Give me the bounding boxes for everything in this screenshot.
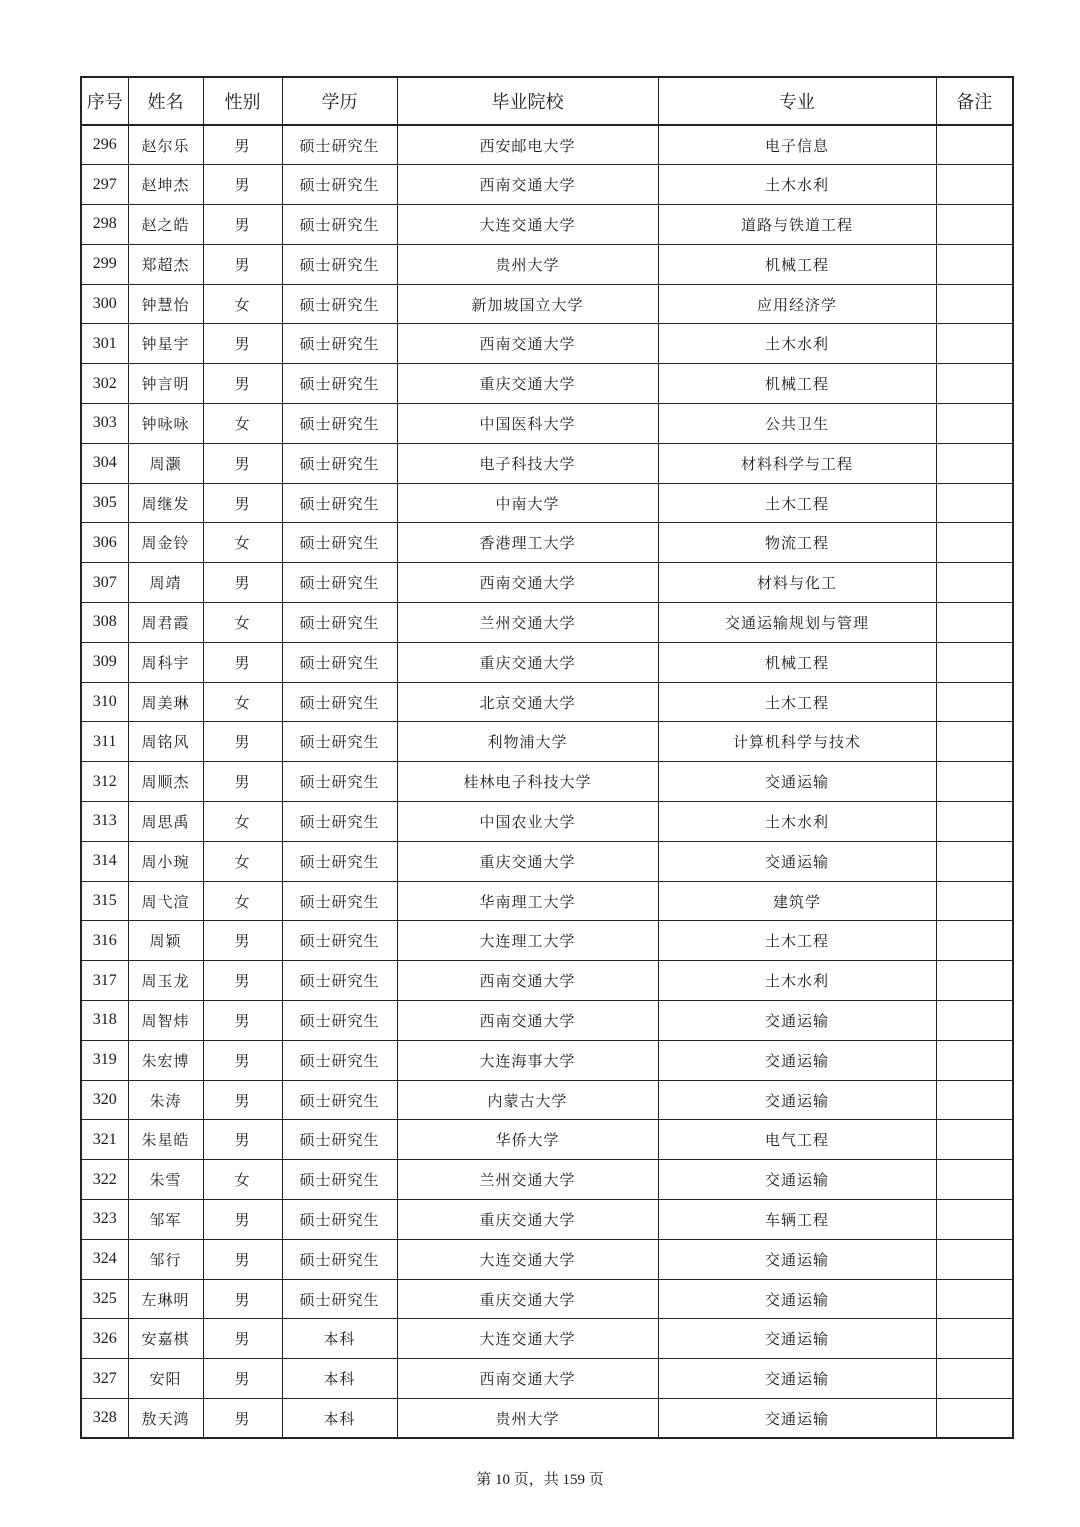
cell-col-gender: 男	[203, 1200, 282, 1240]
cell-col-school: 大连海事大学	[397, 1040, 658, 1080]
cell-col-degree: 硕士研究生	[282, 642, 397, 682]
cell-col-name: 周科宇	[128, 642, 203, 682]
cell-col-remark	[936, 244, 1013, 284]
cell-col-major: 计算机科学与技术	[658, 722, 936, 762]
table-row	[81, 921, 1013, 961]
cell-col-index: 309	[81, 642, 128, 682]
cell-col-gender: 男	[203, 1080, 282, 1120]
cell-col-major: 材料与化工	[658, 563, 936, 603]
cell-col-school: 大连交通大学	[397, 1319, 658, 1359]
cell-col-school: 桂林电子科技大学	[397, 762, 658, 802]
cell-col-index: 320	[81, 1080, 128, 1120]
cell-col-degree: 硕士研究生	[282, 364, 397, 404]
cell-col-degree: 硕士研究生	[282, 443, 397, 483]
cell-col-name: 周继发	[128, 483, 203, 523]
cell-col-school: 新加坡国立大学	[397, 284, 658, 324]
cell-col-major: 公共卫生	[658, 404, 936, 444]
cell-col-index: 296	[81, 125, 128, 165]
cell-col-school: 西南交通大学	[397, 165, 658, 205]
cell-col-gender: 男	[203, 1239, 282, 1279]
cell-col-index: 304	[81, 443, 128, 483]
cell-col-major: 机械工程	[658, 642, 936, 682]
cell-col-gender: 男	[203, 324, 282, 364]
cell-col-major: 建筑学	[658, 881, 936, 921]
table-row	[81, 165, 1013, 205]
cell-col-major: 交通运输	[658, 1279, 936, 1319]
cell-col-index: 321	[81, 1120, 128, 1160]
cell-col-remark	[936, 205, 1013, 245]
cell-col-gender: 男	[203, 921, 282, 961]
cell-col-gender: 女	[203, 284, 282, 324]
cell-col-major: 机械工程	[658, 364, 936, 404]
cell-col-major: 土木工程	[658, 483, 936, 523]
cell-col-index: 313	[81, 802, 128, 842]
cell-col-index: 297	[81, 165, 128, 205]
header-col-major: 专业	[658, 77, 936, 125]
cell-col-major: 土木工程	[658, 682, 936, 722]
cell-col-major: 交通运输	[658, 841, 936, 881]
cell-col-index: 328	[81, 1399, 128, 1439]
table-row	[81, 722, 1013, 762]
table-row	[81, 1239, 1013, 1279]
cell-col-index: 302	[81, 364, 128, 404]
table-row	[81, 881, 1013, 921]
cell-col-major: 交通运输	[658, 1399, 936, 1439]
cell-col-name: 周思禹	[128, 802, 203, 842]
cell-col-major: 交通运输	[658, 1239, 936, 1279]
cell-col-index: 324	[81, 1239, 128, 1279]
cell-col-name: 周金铃	[128, 523, 203, 563]
cell-col-degree: 硕士研究生	[282, 921, 397, 961]
cell-col-name: 钟咏咏	[128, 404, 203, 444]
cell-col-remark	[936, 961, 1013, 1001]
cell-col-major: 电气工程	[658, 1120, 936, 1160]
cell-col-gender: 男	[203, 642, 282, 682]
cell-col-index: 303	[81, 404, 128, 444]
cell-col-degree: 硕士研究生	[282, 881, 397, 921]
cell-col-school: 重庆交通大学	[397, 1200, 658, 1240]
cell-col-degree: 硕士研究生	[282, 1040, 397, 1080]
cell-col-remark	[936, 1239, 1013, 1279]
cell-col-gender: 男	[203, 205, 282, 245]
page-footer: 第 10 页，共 159 页	[476, 1472, 604, 1488]
cell-col-remark	[936, 762, 1013, 802]
cell-col-remark	[936, 563, 1013, 603]
table-row	[81, 1001, 1013, 1041]
cell-col-remark	[936, 722, 1013, 762]
cell-col-school: 华侨大学	[397, 1120, 658, 1160]
cell-col-degree: 硕士研究生	[282, 1080, 397, 1120]
cell-col-gender: 女	[203, 523, 282, 563]
cell-col-school: 大连交通大学	[397, 205, 658, 245]
cell-col-remark	[936, 1359, 1013, 1399]
cell-col-name: 周美琳	[128, 682, 203, 722]
cell-col-major: 交通运输	[658, 1040, 936, 1080]
cell-col-name: 邹行	[128, 1239, 203, 1279]
cell-col-degree: 硕士研究生	[282, 165, 397, 205]
roster-table	[80, 76, 1014, 1439]
cell-col-name: 钟星宇	[128, 324, 203, 364]
cell-col-gender: 男	[203, 443, 282, 483]
cell-col-name: 赵之皓	[128, 205, 203, 245]
cell-col-major: 应用经济学	[658, 284, 936, 324]
table-row	[81, 364, 1013, 404]
table-row	[81, 483, 1013, 523]
cell-col-major: 交通运输	[658, 1080, 936, 1120]
table-row	[81, 762, 1013, 802]
cell-col-degree: 硕士研究生	[282, 523, 397, 563]
cell-col-degree: 硕士研究生	[282, 1239, 397, 1279]
cell-col-major: 土木水利	[658, 324, 936, 364]
cell-col-index: 310	[81, 682, 128, 722]
cell-col-degree: 硕士研究生	[282, 563, 397, 603]
table-row	[81, 1160, 1013, 1200]
cell-col-gender: 女	[203, 841, 282, 881]
cell-col-school: 西南交通大学	[397, 324, 658, 364]
cell-col-gender: 男	[203, 1001, 282, 1041]
cell-col-gender: 男	[203, 1359, 282, 1399]
cell-col-remark	[936, 523, 1013, 563]
cell-col-degree: 硕士研究生	[282, 1120, 397, 1160]
cell-col-index: 319	[81, 1040, 128, 1080]
cell-col-index: 312	[81, 762, 128, 802]
cell-col-index: 327	[81, 1359, 128, 1399]
cell-col-major: 交通运输	[658, 1160, 936, 1200]
cell-col-gender: 男	[203, 1399, 282, 1439]
cell-col-name: 赵坤杰	[128, 165, 203, 205]
cell-col-index: 298	[81, 205, 128, 245]
cell-col-remark	[936, 1160, 1013, 1200]
table-row	[81, 523, 1013, 563]
header-row	[81, 77, 1013, 125]
table-row	[81, 284, 1013, 324]
table-row	[81, 1279, 1013, 1319]
cell-col-index: 315	[81, 881, 128, 921]
cell-col-name: 周靖	[128, 563, 203, 603]
cell-col-remark	[936, 1399, 1013, 1439]
cell-col-degree: 硕士研究生	[282, 961, 397, 1001]
cell-col-gender: 女	[203, 1160, 282, 1200]
cell-col-name: 安阳	[128, 1359, 203, 1399]
table-row	[81, 1200, 1013, 1240]
cell-col-index: 308	[81, 603, 128, 643]
cell-col-degree: 硕士研究生	[282, 603, 397, 643]
table-row	[81, 1359, 1013, 1399]
cell-col-index: 326	[81, 1319, 128, 1359]
cell-col-gender: 女	[203, 404, 282, 444]
cell-col-name: 邹军	[128, 1200, 203, 1240]
cell-col-degree: 硕士研究生	[282, 722, 397, 762]
cell-col-degree: 硕士研究生	[282, 284, 397, 324]
cell-col-remark	[936, 1319, 1013, 1359]
cell-col-school: 大连理工大学	[397, 921, 658, 961]
cell-col-name: 周弋渲	[128, 881, 203, 921]
cell-col-major: 机械工程	[658, 244, 936, 284]
cell-col-school: 西南交通大学	[397, 1359, 658, 1399]
cell-col-index: 306	[81, 523, 128, 563]
cell-col-school: 内蒙古大学	[397, 1080, 658, 1120]
cell-col-index: 311	[81, 722, 128, 762]
table-row	[81, 642, 1013, 682]
cell-col-remark	[936, 165, 1013, 205]
table-row	[81, 841, 1013, 881]
cell-col-major: 交通运输	[658, 762, 936, 802]
cell-col-major: 土木水利	[658, 165, 936, 205]
cell-col-gender: 男	[203, 722, 282, 762]
cell-col-school: 贵州大学	[397, 244, 658, 284]
cell-col-index: 316	[81, 921, 128, 961]
cell-col-major: 土木工程	[658, 921, 936, 961]
cell-col-school: 西南交通大学	[397, 1001, 658, 1041]
cell-col-major: 土木水利	[658, 802, 936, 842]
cell-col-gender: 男	[203, 762, 282, 802]
table-row	[81, 1040, 1013, 1080]
cell-col-school: 利物浦大学	[397, 722, 658, 762]
cell-col-index: 299	[81, 244, 128, 284]
cell-col-remark	[936, 404, 1013, 444]
cell-col-index: 322	[81, 1160, 128, 1200]
cell-col-index: 301	[81, 324, 128, 364]
cell-col-remark	[936, 1040, 1013, 1080]
cell-col-index: 314	[81, 841, 128, 881]
cell-col-gender: 女	[203, 603, 282, 643]
cell-col-degree: 硕士研究生	[282, 324, 397, 364]
cell-col-school: 西南交通大学	[397, 961, 658, 1001]
cell-col-name: 左琳明	[128, 1279, 203, 1319]
table-row	[81, 682, 1013, 722]
cell-col-remark	[936, 125, 1013, 165]
cell-col-remark	[936, 324, 1013, 364]
cell-col-remark	[936, 284, 1013, 324]
cell-col-degree: 硕士研究生	[282, 802, 397, 842]
cell-col-gender: 男	[203, 244, 282, 284]
cell-col-school: 重庆交通大学	[397, 1279, 658, 1319]
cell-col-name: 周灏	[128, 443, 203, 483]
cell-col-remark	[936, 1120, 1013, 1160]
cell-col-remark	[936, 921, 1013, 961]
header-col-gender: 性别	[203, 77, 282, 125]
table-row	[81, 443, 1013, 483]
cell-col-name: 周玉龙	[128, 961, 203, 1001]
cell-col-school: 香港理工大学	[397, 523, 658, 563]
cell-col-major: 电子信息	[658, 125, 936, 165]
cell-col-degree: 硕士研究生	[282, 1279, 397, 1319]
cell-col-gender: 男	[203, 1040, 282, 1080]
cell-col-index: 305	[81, 483, 128, 523]
cell-col-major: 交通运输	[658, 1001, 936, 1041]
cell-col-index: 323	[81, 1200, 128, 1240]
table-row	[81, 125, 1013, 165]
cell-col-school: 重庆交通大学	[397, 364, 658, 404]
cell-col-remark	[936, 642, 1013, 682]
table-row	[81, 1080, 1013, 1120]
cell-col-degree: 硕士研究生	[282, 125, 397, 165]
cell-col-school: 西安邮电大学	[397, 125, 658, 165]
cell-col-name: 朱宏博	[128, 1040, 203, 1080]
cell-col-name: 朱星皓	[128, 1120, 203, 1160]
cell-col-name: 郑超杰	[128, 244, 203, 284]
cell-col-school: 中国农业大学	[397, 802, 658, 842]
cell-col-remark	[936, 1279, 1013, 1319]
cell-col-gender: 男	[203, 483, 282, 523]
cell-col-index: 317	[81, 961, 128, 1001]
cell-col-degree: 硕士研究生	[282, 244, 397, 284]
cell-col-school: 华南理工大学	[397, 881, 658, 921]
cell-col-name: 周小琬	[128, 841, 203, 881]
cell-col-name: 安嘉棋	[128, 1319, 203, 1359]
cell-col-remark	[936, 682, 1013, 722]
cell-col-name: 周智炜	[128, 1001, 203, 1041]
table-header	[81, 77, 1013, 125]
cell-col-remark	[936, 1001, 1013, 1041]
cell-col-degree: 硕士研究生	[282, 1160, 397, 1200]
cell-col-degree: 本科	[282, 1399, 397, 1439]
cell-col-school: 大连交通大学	[397, 1239, 658, 1279]
cell-col-degree: 硕士研究生	[282, 841, 397, 881]
cell-col-name: 朱雪	[128, 1160, 203, 1200]
cell-col-school: 兰州交通大学	[397, 603, 658, 643]
cell-col-index: 300	[81, 284, 128, 324]
table-row	[81, 324, 1013, 364]
cell-col-gender: 男	[203, 563, 282, 603]
cell-col-gender: 男	[203, 364, 282, 404]
table-row	[81, 404, 1013, 444]
cell-col-name: 赵尔乐	[128, 125, 203, 165]
cell-col-name: 周铭风	[128, 722, 203, 762]
cell-col-major: 交通运输	[658, 1359, 936, 1399]
table-row	[81, 563, 1013, 603]
header-col-degree: 学历	[282, 77, 397, 125]
table-row	[81, 1319, 1013, 1359]
cell-col-school: 电子科技大学	[397, 443, 658, 483]
cell-col-major: 交通运输规划与管理	[658, 603, 936, 643]
cell-col-major: 物流工程	[658, 523, 936, 563]
cell-col-gender: 女	[203, 682, 282, 722]
cell-col-major: 道路与铁道工程	[658, 205, 936, 245]
header-col-school: 毕业院校	[397, 77, 658, 125]
cell-col-major: 车辆工程	[658, 1200, 936, 1240]
cell-col-gender: 男	[203, 1279, 282, 1319]
table-row	[81, 1120, 1013, 1160]
table-row	[81, 603, 1013, 643]
table-body	[81, 125, 1013, 1438]
cell-col-name: 周顺杰	[128, 762, 203, 802]
cell-col-degree: 硕士研究生	[282, 404, 397, 444]
cell-col-remark	[936, 603, 1013, 643]
cell-col-degree: 本科	[282, 1319, 397, 1359]
cell-col-school: 贵州大学	[397, 1399, 658, 1439]
table-row	[81, 244, 1013, 284]
cell-col-school: 西南交通大学	[397, 563, 658, 603]
cell-col-school: 中国医科大学	[397, 404, 658, 444]
cell-col-name: 周君霞	[128, 603, 203, 643]
cell-col-name: 朱涛	[128, 1080, 203, 1120]
cell-col-major: 土木水利	[658, 961, 936, 1001]
table-row	[81, 1399, 1013, 1439]
cell-col-gender: 女	[203, 881, 282, 921]
table-row	[81, 205, 1013, 245]
cell-col-gender: 男	[203, 165, 282, 205]
cell-col-gender: 男	[203, 961, 282, 1001]
table-row	[81, 802, 1013, 842]
cell-col-degree: 硕士研究生	[282, 682, 397, 722]
cell-col-remark	[936, 483, 1013, 523]
header-col-index: 序号	[81, 77, 128, 125]
cell-col-gender: 男	[203, 1120, 282, 1160]
cell-col-degree: 硕士研究生	[282, 483, 397, 523]
cell-col-school: 重庆交通大学	[397, 642, 658, 682]
cell-col-degree: 硕士研究生	[282, 1001, 397, 1041]
cell-col-remark	[936, 443, 1013, 483]
cell-col-remark	[936, 881, 1013, 921]
cell-col-school: 北京交通大学	[397, 682, 658, 722]
cell-col-remark	[936, 841, 1013, 881]
header-col-remark: 备注	[936, 77, 1013, 125]
cell-col-remark	[936, 1200, 1013, 1240]
cell-col-name: 敖天鸿	[128, 1399, 203, 1439]
cell-col-degree: 硕士研究生	[282, 1200, 397, 1240]
cell-col-index: 318	[81, 1001, 128, 1041]
cell-col-gender: 男	[203, 1319, 282, 1359]
cell-col-remark	[936, 802, 1013, 842]
cell-col-major: 交通运输	[658, 1319, 936, 1359]
cell-col-school: 重庆交通大学	[397, 841, 658, 881]
cell-col-name: 周颖	[128, 921, 203, 961]
table-row	[81, 961, 1013, 1001]
cell-col-index: 325	[81, 1279, 128, 1319]
cell-col-major: 材料科学与工程	[658, 443, 936, 483]
cell-col-gender: 女	[203, 802, 282, 842]
cell-col-degree: 硕士研究生	[282, 205, 397, 245]
cell-col-name: 钟言明	[128, 364, 203, 404]
cell-col-index: 307	[81, 563, 128, 603]
cell-col-remark	[936, 364, 1013, 404]
cell-col-remark	[936, 1080, 1013, 1120]
cell-col-school: 兰州交通大学	[397, 1160, 658, 1200]
cell-col-school: 中南大学	[397, 483, 658, 523]
cell-col-name: 钟慧怡	[128, 284, 203, 324]
header-col-name: 姓名	[128, 77, 203, 125]
cell-col-gender: 男	[203, 125, 282, 165]
cell-col-degree: 硕士研究生	[282, 762, 397, 802]
cell-col-degree: 本科	[282, 1359, 397, 1399]
